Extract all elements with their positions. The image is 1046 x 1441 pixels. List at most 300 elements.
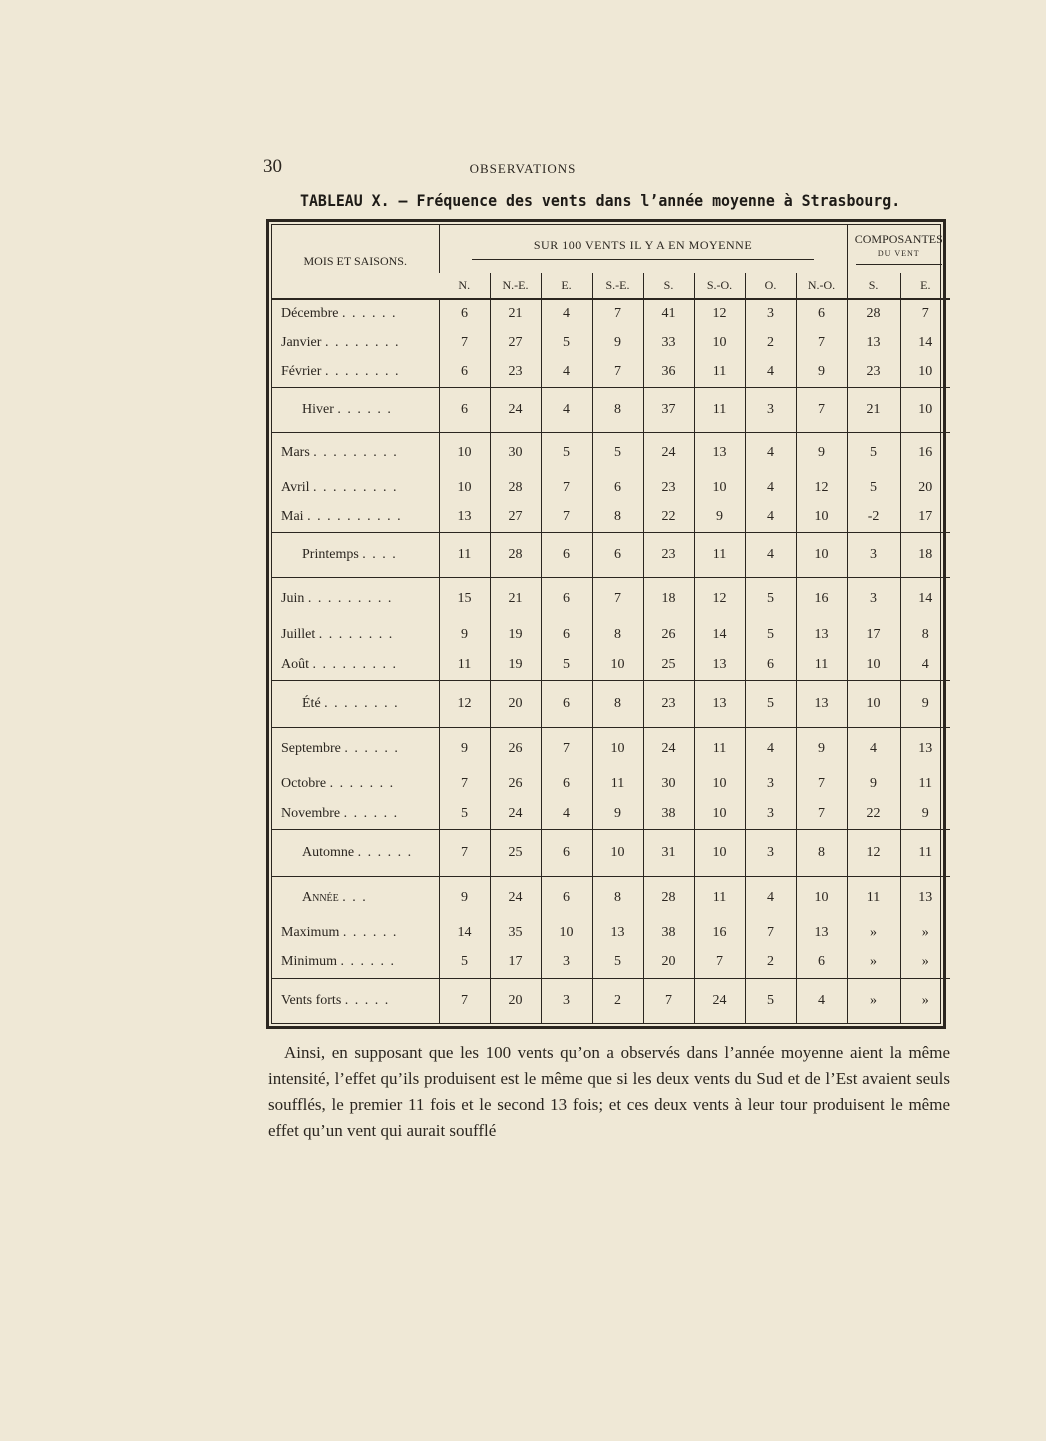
table-cell: 5 <box>745 621 796 650</box>
table-cell: -2 <box>847 502 900 533</box>
table-cell: 27 <box>490 502 541 533</box>
leader-dots: . . . . . . . <box>329 776 395 792</box>
table-cell: 9 <box>847 770 900 799</box>
table-row <box>272 433 950 474</box>
table-cell: 7 <box>796 388 847 433</box>
table-cell: 3 <box>541 978 592 1023</box>
table-cell: 12 <box>847 829 900 876</box>
wind-frequency-table <box>266 219 946 1029</box>
table-cell: 26 <box>643 621 694 650</box>
table-cell: 11 <box>796 650 847 681</box>
table-cell: 5 <box>592 947 643 978</box>
leader-dots: . . . . . . <box>342 306 398 322</box>
group-header-text: SUR 100 VENTS IL Y A EN MOYENNE <box>533 238 753 252</box>
table-cell: 6 <box>439 357 490 388</box>
table-cell: 9 <box>900 799 950 830</box>
row-label <box>272 978 439 1023</box>
table-caption: TABLEAU X. — Fréquence des vents dans l’année moyenne à Strasbourg. <box>300 191 901 210</box>
table-cell: 7 <box>439 329 490 358</box>
table-cell: 22 <box>847 799 900 830</box>
row-label <box>272 680 439 727</box>
table-cell: 8 <box>592 502 643 533</box>
table-cell: 9 <box>592 329 643 358</box>
table-cell: 5 <box>541 433 592 474</box>
table-cell: 6 <box>439 388 490 433</box>
column-header: N.-O. <box>796 273 847 299</box>
table-cell: 3 <box>745 799 796 830</box>
leader-dots: . . . . . . <box>337 402 393 418</box>
table-cell: 20 <box>900 473 950 502</box>
page-number: 30 <box>263 156 282 177</box>
table-cell: 2 <box>592 978 643 1023</box>
table-row <box>272 829 950 876</box>
table-cell: 14 <box>900 329 950 358</box>
table-cell: 6 <box>541 621 592 650</box>
row-label <box>272 770 439 799</box>
table-cell: 9 <box>439 876 490 919</box>
row-label-text: Août <box>281 656 309 672</box>
table-cell: 22 <box>643 502 694 533</box>
row-label <box>272 621 439 650</box>
leader-dots: . . . . . . . . . <box>312 656 398 672</box>
row-label <box>272 329 439 358</box>
table-cell: 10 <box>592 727 643 770</box>
table-cell: 7 <box>592 357 643 388</box>
table-cell: 27 <box>490 329 541 358</box>
table-cell: 4 <box>745 532 796 577</box>
table-cell: 7 <box>592 299 643 329</box>
table-cell: 6 <box>439 299 490 329</box>
table-cell: 4 <box>745 502 796 533</box>
table-cell: 7 <box>541 502 592 533</box>
table-cell: 11 <box>694 532 745 577</box>
components-header-line2: DU VENT <box>877 249 920 258</box>
leader-dots: . . . <box>342 889 368 905</box>
column-header: S.-E. <box>592 273 643 299</box>
table-cell: 9 <box>796 727 847 770</box>
table-cell: 13 <box>847 329 900 358</box>
table-cell: 4 <box>541 388 592 433</box>
table-cell: 4 <box>745 433 796 474</box>
column-header: E. <box>541 273 592 299</box>
table-cell: 7 <box>439 829 490 876</box>
table-cell: 7 <box>900 299 950 329</box>
row-label-text: Printemps <box>302 546 359 562</box>
table-cell: 10 <box>900 357 950 388</box>
row-label-text: Automne <box>302 844 355 860</box>
row-label-text: Septembre <box>281 740 341 756</box>
table-cell: 8 <box>592 621 643 650</box>
table-cell: 10 <box>796 876 847 919</box>
table-cell: 3 <box>541 947 592 978</box>
row-label-text: Avril <box>281 479 310 495</box>
table-row <box>272 299 950 329</box>
table-cell: 6 <box>541 680 592 727</box>
leader-dots: . . . . <box>362 546 398 562</box>
table-cell: 3 <box>745 829 796 876</box>
row-label-text: Hiver <box>302 402 334 418</box>
table-cell: 10 <box>694 329 745 358</box>
table-cell: 3 <box>745 299 796 329</box>
table-cell: 9 <box>439 727 490 770</box>
leader-dots: . . . . . . <box>344 740 400 756</box>
components-header-line1: COMPOSANTES <box>854 232 943 246</box>
table-cell: 6 <box>592 532 643 577</box>
table-cell: 8 <box>592 388 643 433</box>
table-cell: 13 <box>796 680 847 727</box>
table-cell: 2 <box>745 329 796 358</box>
table-cell: 3 <box>745 770 796 799</box>
table-cell: 36 <box>643 357 694 388</box>
leader-dots: . . . . . . . . . . <box>307 508 403 524</box>
row-label-text: Mars <box>281 445 310 461</box>
table-cell: 18 <box>643 577 694 621</box>
table-cell: 7 <box>796 329 847 358</box>
table-cell: 13 <box>694 433 745 474</box>
leader-dots: . . . . . . . . <box>324 695 400 711</box>
table-cell: 10 <box>847 680 900 727</box>
table-cell: 13 <box>900 727 950 770</box>
table-row <box>272 577 950 621</box>
table-cell: 23 <box>643 473 694 502</box>
table-row <box>272 978 950 1023</box>
table-cell: 11 <box>694 876 745 919</box>
table-cell: 20 <box>490 978 541 1023</box>
table-cell: 4 <box>900 650 950 681</box>
table-cell: 11 <box>592 770 643 799</box>
table-cell: 9 <box>900 680 950 727</box>
table-cell: 7 <box>439 770 490 799</box>
table-cell: 14 <box>694 621 745 650</box>
table-cell: 10 <box>439 473 490 502</box>
label-column-header <box>272 225 439 299</box>
table-cell: 5 <box>745 680 796 727</box>
table-row <box>272 919 950 948</box>
table-cell: 12 <box>439 680 490 727</box>
row-label-text: Minimum <box>281 954 338 970</box>
table-cell: 5 <box>592 433 643 474</box>
table-cell: 10 <box>694 770 745 799</box>
body-paragraph <box>268 1040 950 1144</box>
row-label <box>272 388 439 433</box>
table-cell: 10 <box>900 388 950 433</box>
table-cell: 38 <box>643 919 694 948</box>
table-cell: 10 <box>439 433 490 474</box>
table-cell: 11 <box>694 727 745 770</box>
table-cell: 5 <box>541 650 592 681</box>
leader-dots: . . . . . . <box>343 805 399 821</box>
row-label <box>272 502 439 533</box>
table-cell: 4 <box>745 357 796 388</box>
table-cell: 6 <box>541 829 592 876</box>
table-cell: 9 <box>439 621 490 650</box>
table-cell: 11 <box>694 388 745 433</box>
table-cell: 5 <box>439 799 490 830</box>
table-row <box>272 621 950 650</box>
table-cell: 11 <box>694 357 745 388</box>
table-cell: 9 <box>796 357 847 388</box>
table-cell: 6 <box>541 876 592 919</box>
table-cell: 13 <box>796 621 847 650</box>
column-header: E. <box>900 273 950 299</box>
table-cell: 13 <box>694 680 745 727</box>
table-cell: 28 <box>643 876 694 919</box>
row-label <box>272 357 439 388</box>
row-label-text: Été <box>302 695 321 711</box>
table-cell: 3 <box>745 388 796 433</box>
column-header: S. <box>847 273 900 299</box>
row-label <box>272 947 439 978</box>
table-cell: 8 <box>592 876 643 919</box>
column-header: N. <box>439 273 490 299</box>
table-cell: 8 <box>796 829 847 876</box>
row-label <box>272 799 439 830</box>
row-label-text: Février <box>281 364 322 380</box>
table-row <box>272 770 950 799</box>
table-cell: 24 <box>490 388 541 433</box>
leader-dots: . . . . . . . . <box>324 364 400 380</box>
table-cell: 7 <box>439 978 490 1023</box>
table-cell: 23 <box>643 532 694 577</box>
table-cell: 7 <box>541 727 592 770</box>
table-cell: 28 <box>490 532 541 577</box>
row-label-text: Janvier <box>281 334 322 350</box>
row-label <box>272 532 439 577</box>
table-cell: 9 <box>592 799 643 830</box>
table-cell: 25 <box>643 650 694 681</box>
table-cell: 23 <box>643 680 694 727</box>
table-cell: 16 <box>900 433 950 474</box>
table-cell: 5 <box>745 978 796 1023</box>
table-cell: 10 <box>694 799 745 830</box>
table-cell: 7 <box>694 947 745 978</box>
table-cell: 10 <box>592 650 643 681</box>
table-cell: 12 <box>796 473 847 502</box>
table-cell: 10 <box>541 919 592 948</box>
column-header: S.-O. <box>694 273 745 299</box>
table-row <box>272 502 950 533</box>
table-row <box>272 876 950 919</box>
table-cell: 16 <box>796 577 847 621</box>
table-row <box>272 357 950 388</box>
leader-dots: . . . . . . <box>357 844 413 860</box>
table-cell: 5 <box>847 473 900 502</box>
table-cell: 11 <box>900 770 950 799</box>
leader-dots: . . . . . . <box>340 954 396 970</box>
row-label <box>272 650 439 681</box>
table-cell: 23 <box>490 357 541 388</box>
table-cell: 4 <box>541 799 592 830</box>
table-cell: 6 <box>796 947 847 978</box>
table-row <box>272 473 950 502</box>
table-cell: 13 <box>694 650 745 681</box>
table-cell: 13 <box>796 919 847 948</box>
row-label <box>272 876 439 919</box>
row-label <box>272 577 439 621</box>
row-label <box>272 299 439 329</box>
row-label <box>272 727 439 770</box>
table-cell: 4 <box>745 876 796 919</box>
table-cell: 28 <box>490 473 541 502</box>
table-row <box>272 947 950 978</box>
table-cell: 14 <box>900 577 950 621</box>
table-cell: 24 <box>490 876 541 919</box>
table-cell: 4 <box>796 978 847 1023</box>
row-label-text: Maximum <box>281 925 340 941</box>
leader-dots: . . . . . . <box>342 925 398 941</box>
table-cell: 24 <box>643 727 694 770</box>
table-cell: 25 <box>490 829 541 876</box>
row-label-text: Juin <box>281 591 305 607</box>
table-cell: 10 <box>592 829 643 876</box>
table-body <box>272 299 950 1023</box>
table-cell: 4 <box>745 473 796 502</box>
table-cell: 30 <box>490 433 541 474</box>
table-cell: » <box>900 919 950 948</box>
table-cell: 13 <box>900 876 950 919</box>
row-label-text: Octobre <box>281 776 327 792</box>
table-cell: » <box>900 947 950 978</box>
table-cell: 20 <box>490 680 541 727</box>
running-head: OBSERVATIONS <box>469 161 577 176</box>
row-label-text: Mai <box>281 508 304 524</box>
leader-dots: . . . . . . . . <box>324 334 400 350</box>
table-cell: 7 <box>643 978 694 1023</box>
row-label <box>272 919 439 948</box>
table-cell: 37 <box>643 388 694 433</box>
table-cell: 6 <box>745 650 796 681</box>
group-header <box>439 225 847 273</box>
table-cell: 7 <box>796 799 847 830</box>
table-cell: 5 <box>541 329 592 358</box>
table-cell: 24 <box>643 433 694 474</box>
table-cell: 11 <box>439 532 490 577</box>
table-cell: 6 <box>541 770 592 799</box>
row-label <box>272 433 439 474</box>
table-row <box>272 388 950 433</box>
table-cell: 24 <box>490 799 541 830</box>
table-cell: 10 <box>796 532 847 577</box>
row-label-text: Novembre <box>281 805 341 821</box>
row-label-text: Année <box>302 889 339 905</box>
leader-dots: . . . . . . . . . <box>307 591 393 607</box>
table-cell: 10 <box>694 473 745 502</box>
label-column-header-text: MOIS ET SAISONS. <box>303 254 407 268</box>
table-cell: 6 <box>541 577 592 621</box>
table-cell: 21 <box>490 299 541 329</box>
table-cell: 18 <box>900 532 950 577</box>
table-cell: 5 <box>439 947 490 978</box>
row-label-text: Juillet <box>281 627 316 643</box>
table-cell: 11 <box>900 829 950 876</box>
table-cell: 33 <box>643 329 694 358</box>
table-cell: 11 <box>439 650 490 681</box>
table-cell: 4 <box>745 727 796 770</box>
table-cell: 15 <box>439 577 490 621</box>
table-cell: 11 <box>847 876 900 919</box>
row-label <box>272 473 439 502</box>
leader-dots: . . . . . <box>344 992 390 1008</box>
row-label <box>272 829 439 876</box>
components-header <box>847 225 950 273</box>
table-cell: » <box>847 919 900 948</box>
table-cell: 21 <box>847 388 900 433</box>
leader-dots: . . . . . . . . . <box>313 445 399 461</box>
table-cell: 5 <box>847 433 900 474</box>
group-brace <box>472 259 814 260</box>
table-cell: 19 <box>490 621 541 650</box>
table-cell: 17 <box>847 621 900 650</box>
table-cell: 7 <box>796 770 847 799</box>
table-cell: 10 <box>694 829 745 876</box>
table-cell: 26 <box>490 770 541 799</box>
table-cell: 35 <box>490 919 541 948</box>
table-cell: 17 <box>490 947 541 978</box>
column-header: S. <box>643 273 694 299</box>
table-cell: 12 <box>694 299 745 329</box>
table-row <box>272 532 950 577</box>
leader-dots: . . . . . . . . . <box>313 479 399 495</box>
table-cell: 3 <box>847 532 900 577</box>
row-label-text: Vents forts <box>281 992 342 1008</box>
body-text: Ainsi, en supposant que les 100 vents qu’on a observés dans l’année moyenne aient la même intensité, l’effet qu’ils produisent est le même que si les deux vents du Sud et de l’Est avaient seuls soufflés, le premier 11 fois et le second 13 fois; et ces deux vents à leur tour produisent le même effet qu’un vent qui aurait soufflé <box>268 1043 950 1140</box>
table-cell: 14 <box>439 919 490 948</box>
table-cell: 24 <box>694 978 745 1023</box>
table-cell: 12 <box>694 577 745 621</box>
table-cell: 7 <box>592 577 643 621</box>
table-cell: 6 <box>541 532 592 577</box>
table-cell: 4 <box>541 357 592 388</box>
table-cell: 41 <box>643 299 694 329</box>
table-cell: 10 <box>847 650 900 681</box>
table-cell: 13 <box>592 919 643 948</box>
table-cell: 16 <box>694 919 745 948</box>
column-header: N.-E. <box>490 273 541 299</box>
table-cell: 4 <box>541 299 592 329</box>
table-row <box>272 727 950 770</box>
row-label-text: Décembre <box>281 306 339 322</box>
table-cell: 2 <box>745 947 796 978</box>
table-cell: 31 <box>643 829 694 876</box>
table-cell: 6 <box>796 299 847 329</box>
table-cell: 21 <box>490 577 541 621</box>
table-cell: 7 <box>745 919 796 948</box>
leader-dots: . . . . . . . . <box>318 627 394 643</box>
table-row <box>272 799 950 830</box>
table-row <box>272 329 950 358</box>
table-cell: 8 <box>900 621 950 650</box>
table-cell: 19 <box>490 650 541 681</box>
table-cell: 13 <box>439 502 490 533</box>
table-cell: 20 <box>643 947 694 978</box>
table-cell: 28 <box>847 299 900 329</box>
table-cell: 10 <box>796 502 847 533</box>
table-cell: 9 <box>694 502 745 533</box>
table-cell: 6 <box>592 473 643 502</box>
table-cell: 17 <box>900 502 950 533</box>
table-cell: 26 <box>490 727 541 770</box>
table-cell: 38 <box>643 799 694 830</box>
table-cell: 9 <box>796 433 847 474</box>
table-cell: 3 <box>847 577 900 621</box>
table-cell: 23 <box>847 357 900 388</box>
table-cell: 30 <box>643 770 694 799</box>
table-cell: 4 <box>847 727 900 770</box>
table-cell: » <box>900 978 950 1023</box>
components-brace <box>856 264 942 265</box>
table-row <box>272 650 950 681</box>
table-cell: 7 <box>541 473 592 502</box>
